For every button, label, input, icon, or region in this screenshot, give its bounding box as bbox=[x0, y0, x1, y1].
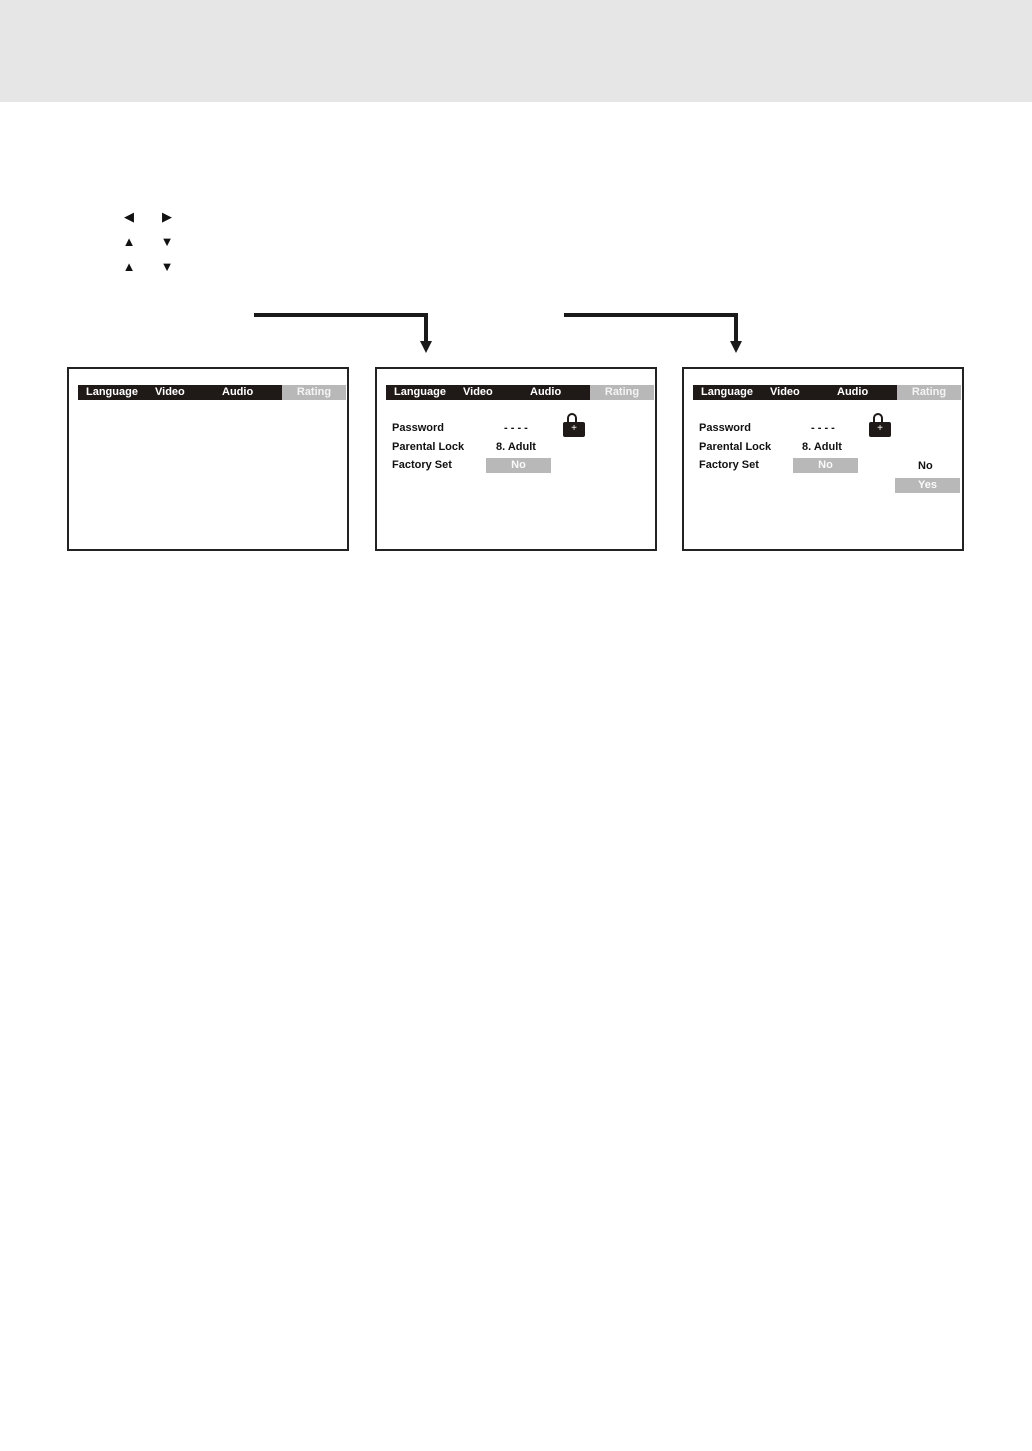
osd-tab-bar bbox=[78, 385, 346, 400]
osd-tab-bar bbox=[693, 385, 961, 400]
parental-lock-value[interactable]: 8. Adult bbox=[802, 441, 842, 453]
osd-screen-3 bbox=[682, 367, 964, 551]
tab-language[interactable]: Language bbox=[394, 386, 446, 398]
flow-connector-horizontal bbox=[564, 313, 738, 317]
down-triangle-icon: ▼ bbox=[160, 234, 174, 249]
tab-rating[interactable]: Rating bbox=[282, 385, 346, 400]
tab-audio[interactable]: Audio bbox=[530, 386, 562, 398]
lock-icon: + bbox=[869, 413, 891, 437]
factory-set-value[interactable]: No bbox=[486, 458, 551, 473]
password-value[interactable]: - - - - bbox=[504, 422, 528, 434]
option-no[interactable]: No bbox=[918, 460, 933, 472]
flow-connector-horizontal bbox=[254, 313, 428, 317]
flow-connector-vertical bbox=[424, 313, 428, 343]
password-label: Password bbox=[699, 422, 751, 434]
parental-lock-value[interactable]: 8. Adult bbox=[496, 441, 536, 453]
password-label: Password bbox=[392, 422, 444, 434]
tab-audio[interactable]: Audio bbox=[222, 386, 254, 398]
tab-video[interactable]: Video bbox=[463, 386, 493, 398]
tab-language[interactable]: Language bbox=[701, 386, 753, 398]
flow-arrowhead bbox=[730, 341, 742, 353]
down-triangle-icon: ▼ bbox=[160, 259, 174, 274]
lock-icon: + bbox=[563, 413, 585, 437]
tab-video[interactable]: Video bbox=[155, 386, 185, 398]
tab-audio[interactable]: Audio bbox=[837, 386, 869, 398]
tab-rating[interactable]: Rating bbox=[897, 385, 961, 400]
header-band bbox=[0, 0, 1032, 102]
osd-tab-bar bbox=[386, 385, 654, 400]
factory-set-value[interactable]: No bbox=[793, 458, 858, 473]
flow-arrowhead bbox=[420, 341, 432, 353]
up-triangle-icon: ▲ bbox=[122, 234, 136, 249]
osd-screen-1 bbox=[67, 367, 349, 551]
parental-lock-label: Parental Lock bbox=[392, 441, 465, 453]
parental-lock-label: Parental Lock bbox=[699, 441, 772, 453]
flow-connector-vertical bbox=[734, 313, 738, 343]
tab-language[interactable]: Language bbox=[86, 386, 138, 398]
up-triangle-icon: ▲ bbox=[122, 259, 136, 274]
option-yes[interactable]: Yes bbox=[895, 478, 960, 493]
tab-rating[interactable]: Rating bbox=[590, 385, 654, 400]
password-value[interactable]: - - - - bbox=[811, 422, 835, 434]
left-triangle-icon: ◀ bbox=[124, 209, 134, 224]
factory-set-label: Factory Set bbox=[392, 459, 452, 471]
right-triangle-icon: ▶ bbox=[162, 209, 172, 224]
factory-set-label: Factory Set bbox=[699, 459, 759, 471]
tab-video[interactable]: Video bbox=[770, 386, 800, 398]
osd-screen-2 bbox=[375, 367, 657, 551]
